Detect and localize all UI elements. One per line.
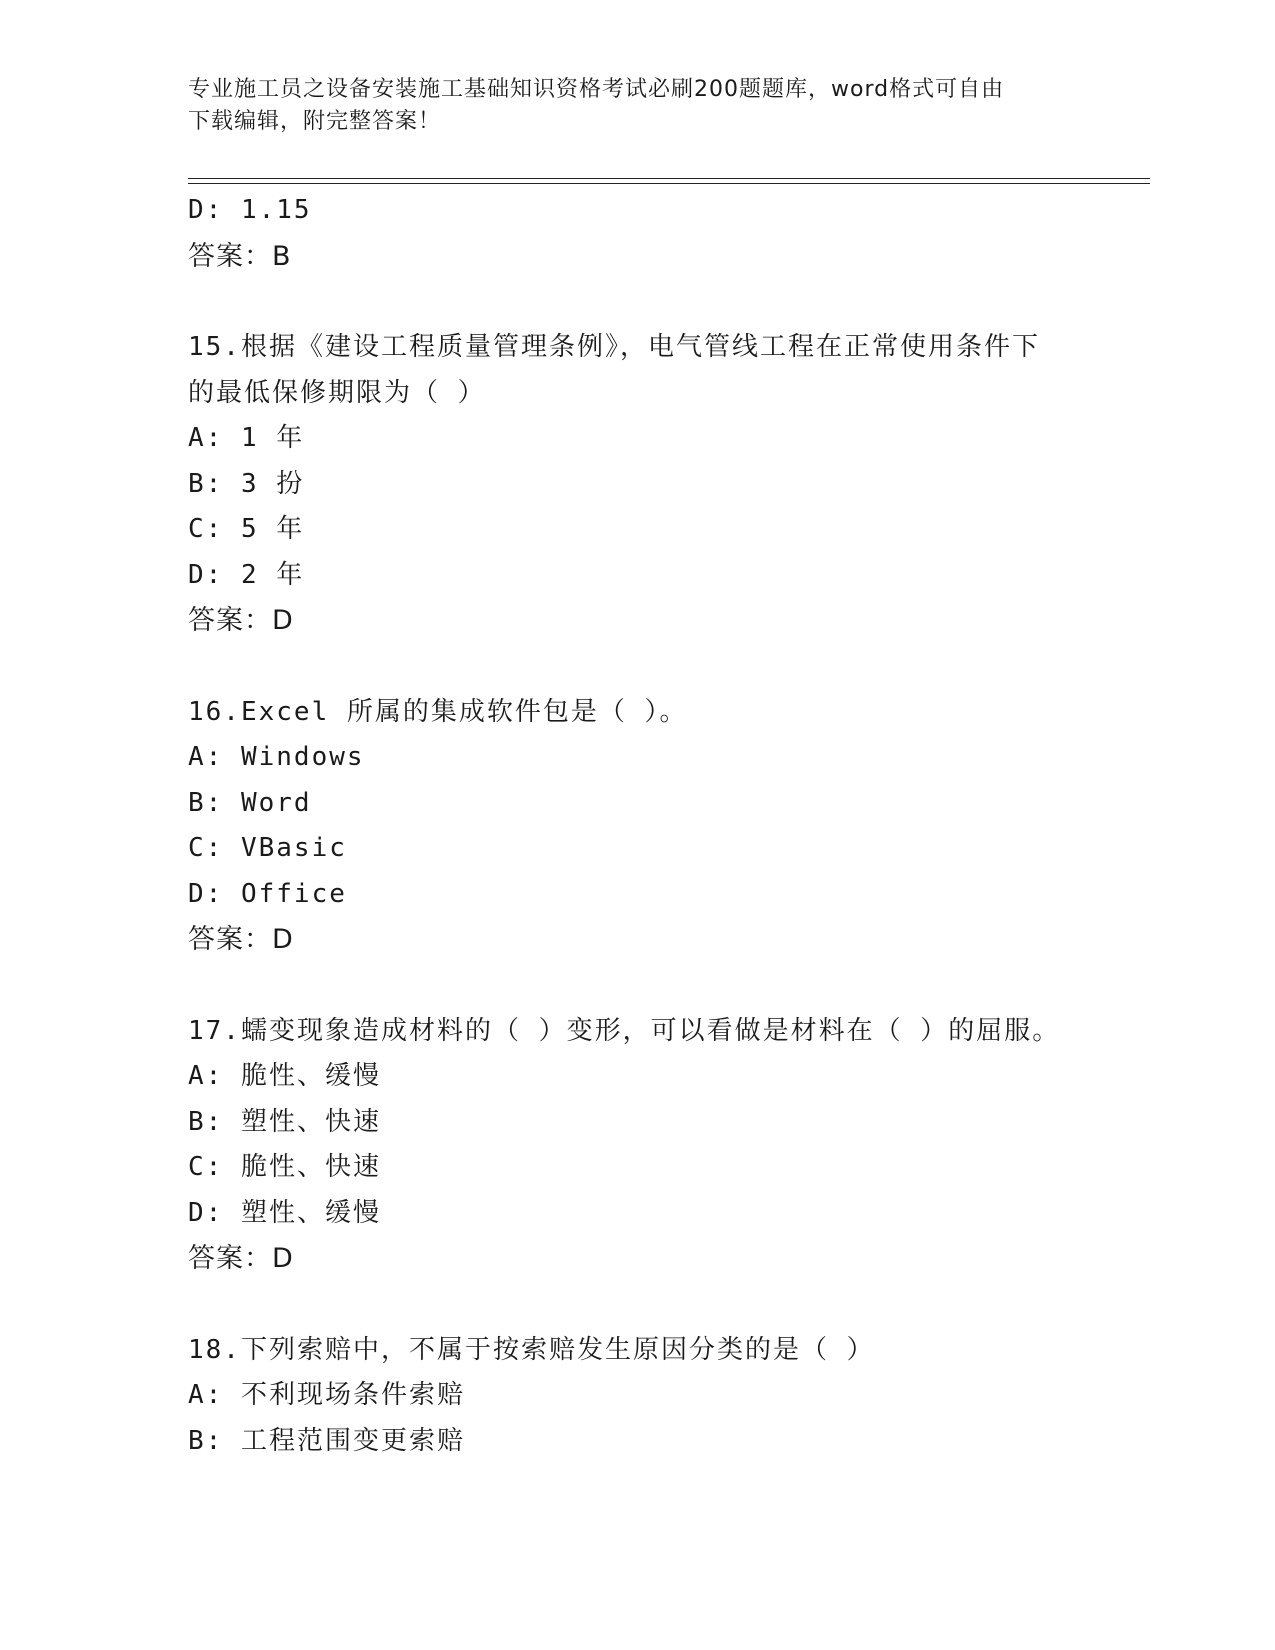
- spacer: [188, 963, 1088, 1009]
- spacer: [188, 1282, 1088, 1328]
- question-stem: 16.Excel 所属的集成软件包是（ ）。: [188, 696, 688, 727]
- question-stem-line-1: 15.根据《建设工程质量管理条例》，电气管线工程在正常使用条件下: [188, 332, 1040, 362]
- option-d: D: 1.15: [188, 195, 312, 225]
- spacer: [188, 279, 1088, 325]
- question-17: [188, 1009, 1088, 1282]
- question-16: [188, 690, 1088, 963]
- option-d: D: 2 年: [188, 559, 305, 590]
- option-b: B: 工程范围变更索赔: [188, 1425, 465, 1456]
- option-b: B: Word: [188, 787, 312, 818]
- option-a: A: 脆性、缓慢: [188, 1061, 381, 1091]
- option-d: D: Office: [188, 878, 347, 909]
- option-c: C: 脆性、快速: [188, 1152, 381, 1182]
- option-c: C: VBasic: [188, 833, 347, 863]
- header-title-line-1: 专业施工员之设备安装施工基础知识资格考试必刷200题题库，word格式可自由: [188, 77, 1005, 102]
- question-14-tail: [188, 188, 1088, 279]
- document-header: [188, 74, 1088, 138]
- option-a: A: Windows: [188, 742, 365, 772]
- option-a: A: 1 年: [188, 423, 305, 453]
- question-stem: 17.蠕变现象造成材料的（ ）变形，可以看做是材料在（ ）的屈服。: [188, 1015, 1061, 1046]
- question-stem: 18.下列索赔中，不属于按索赔发生原因分类的是（ ）: [188, 1334, 875, 1365]
- answer: 答案：D: [188, 924, 294, 955]
- answer: 答案：D: [188, 605, 294, 636]
- question-stem-line-2: 的最低保修期限为（ ）: [188, 377, 486, 408]
- header-rule-top: [188, 178, 1150, 179]
- option-d: D: 塑性、缓慢: [188, 1197, 381, 1228]
- question-list: [188, 188, 1088, 1464]
- spacer: [188, 644, 1088, 690]
- option-c: C: 5 年: [188, 514, 305, 544]
- answer: 答案：B: [188, 240, 292, 272]
- answer: 答案：D: [188, 1243, 294, 1274]
- option-b: B: 塑性、快速: [188, 1106, 381, 1137]
- question-15: [188, 325, 1088, 644]
- header-rule-bottom: [188, 183, 1150, 184]
- option-b: B: 3 扮: [188, 468, 305, 499]
- header-title-line-2: 下载编辑，附完整答案！: [188, 109, 442, 134]
- option-a: A: 不利现场条件索赔: [188, 1380, 465, 1410]
- question-18: [188, 1328, 1088, 1465]
